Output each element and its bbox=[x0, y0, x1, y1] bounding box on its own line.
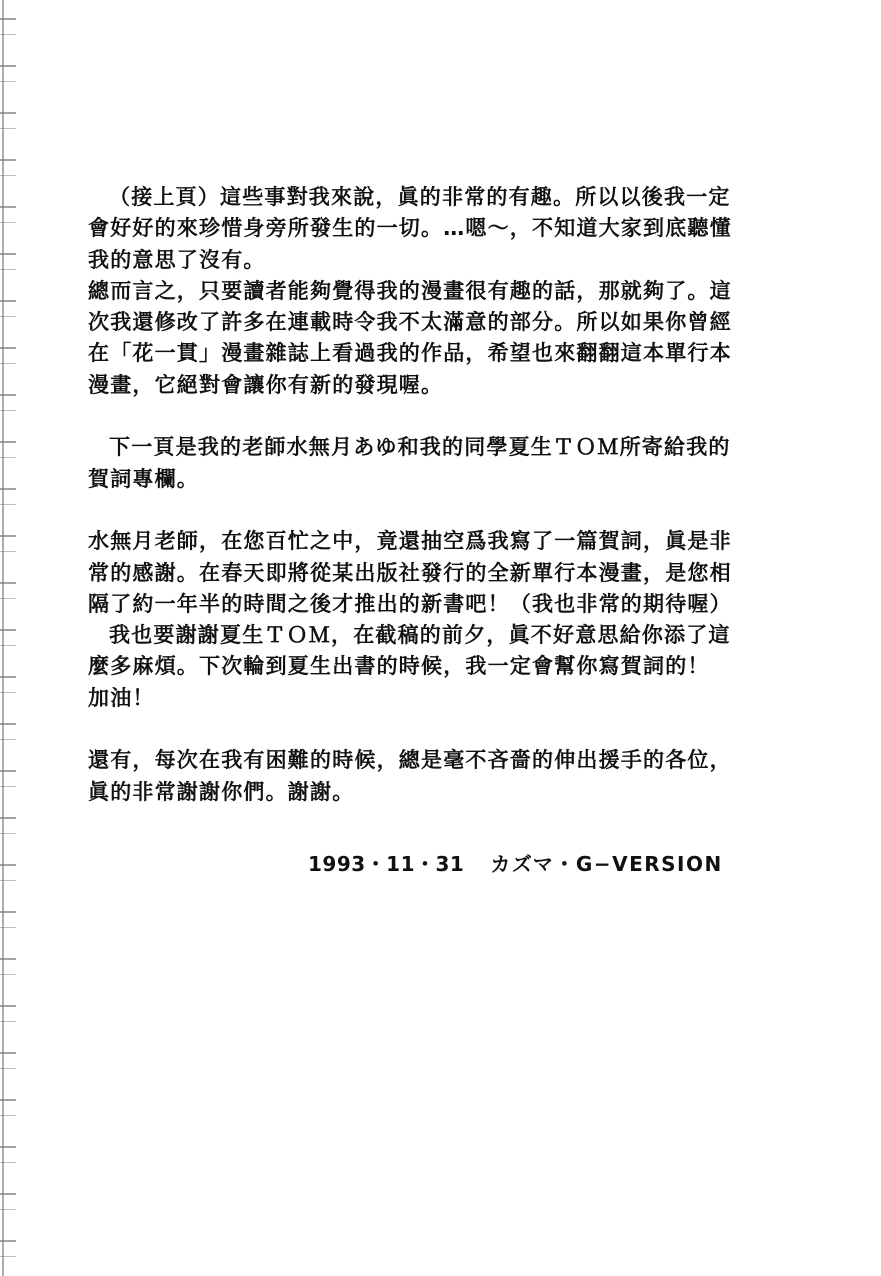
signature-author: カズマ・G−VERSION bbox=[490, 852, 723, 876]
paragraph-gap bbox=[88, 495, 798, 526]
text-line: 麼多麻煩。下次輪到夏生出書的時候，我一定會幫你寫賀詞的！ bbox=[88, 654, 710, 679]
text-line: 加油！ bbox=[88, 685, 155, 710]
signature-date: 1993・11・31 bbox=[308, 852, 465, 876]
text-line: （接上頁）這些事對我來說，眞的非常的有趣。所以以後我一定 bbox=[109, 185, 731, 209]
paragraph-1 bbox=[88, 182, 798, 401]
text-line: 漫畫，它絕對會讓你有新的發現喔。 bbox=[88, 372, 444, 397]
paragraph-3 bbox=[88, 526, 798, 714]
signature bbox=[308, 848, 723, 880]
paragraph-gap bbox=[88, 401, 798, 432]
text-line: 眞的非常謝謝你們。謝謝。 bbox=[88, 779, 355, 804]
binding-edge-line bbox=[2, 0, 4, 1276]
text-line: 常的感謝。在春天即將從某出版社發行的全新單行本漫畫，是您相 bbox=[88, 560, 732, 585]
paragraph-4 bbox=[88, 745, 798, 808]
paragraph-2 bbox=[88, 432, 798, 495]
text-line: 在「花一貫」漫畫雜誌上看過我的作品，希望也來翻翻這本單行本 bbox=[88, 341, 732, 366]
text-line: 水無月老師，在您百忙之中，竟還抽空爲我寫了一篇賀詞，眞是非 bbox=[88, 529, 732, 554]
text-line: 總而言之，只要讀者能夠覺得我的漫畫很有趣的話，那就夠了。這 bbox=[88, 278, 732, 303]
text-line: 隔了約一年半的時間之後才推出的新書吧！（我也非常的期待喔） bbox=[88, 591, 732, 616]
text-line: 下一頁是我的老師水無月あゆ和我的同學夏生ＴＯＭ所寄給我的 bbox=[109, 435, 731, 460]
paragraph-gap bbox=[88, 714, 798, 745]
afterword-text bbox=[88, 182, 798, 808]
text-line: 我也要謝謝夏生ＴＯＭ，在截稿的前夕，眞不好意思給你添了這 bbox=[109, 623, 731, 648]
text-line: 還有，每次在我有困難的時候，總是毫不吝嗇的伸出援手的各位， bbox=[88, 748, 732, 773]
text-line: 會好好的來珍惜身旁所發生的一切。…嗯～，不知道大家到底聽懂 bbox=[88, 216, 732, 241]
text-line: 次我還修改了許多在連載時令我不太滿意的部分。所以如果你曾經 bbox=[88, 310, 732, 335]
text-line: 賀詞專欄。 bbox=[88, 466, 199, 491]
text-line: 我的意思了沒有。 bbox=[88, 247, 266, 272]
